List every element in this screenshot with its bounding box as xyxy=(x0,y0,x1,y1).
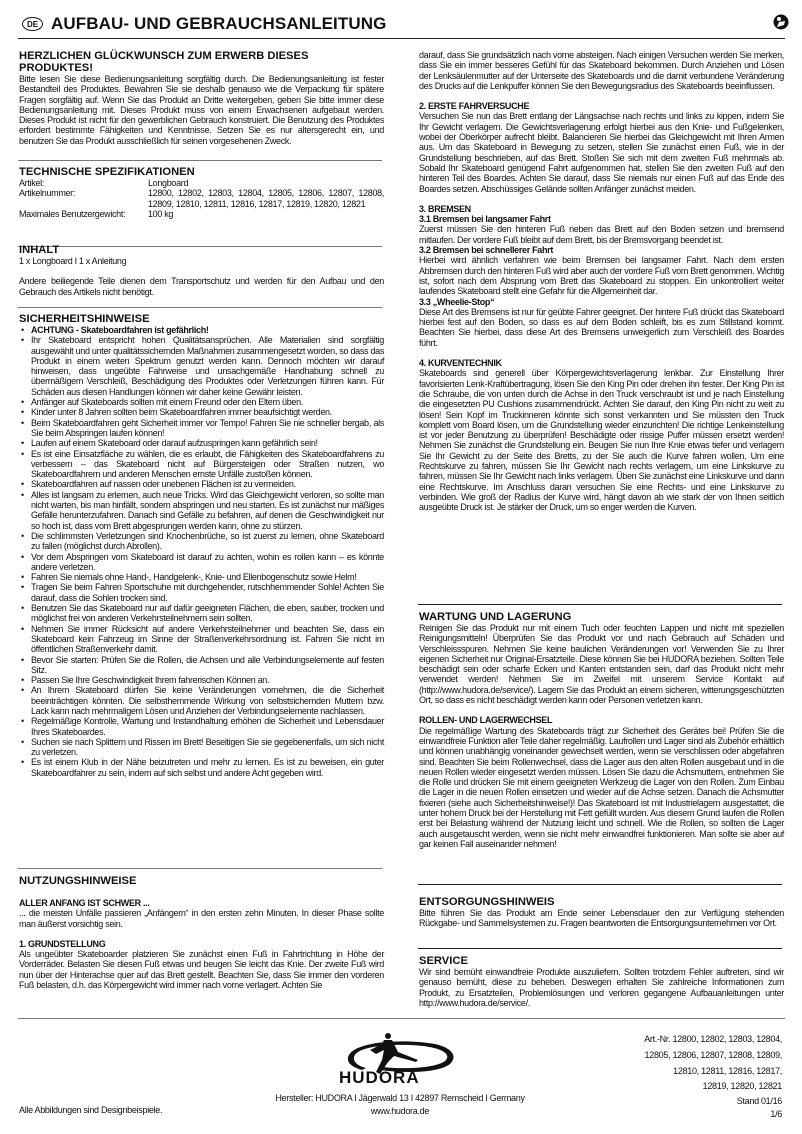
disposal-text: Bitte führen Sie das Produkt am Ende seiner Lebensdauer den zur Verfügung stehenden Rückgabe- und Sammelsystemen zu. Fragen beantworten die Entsorgungsunternehmen vor Ort. xyxy=(419,908,784,929)
article-line: Art.-Nr. 12800, 12802, 12803, 12804, xyxy=(644,1034,782,1044)
service-text: Wir sind bemüht einwandfreie Produkte auszuliefern. Sollten trotzdem Fehler auftreten, sind wir genauso bemüht, diese zu beheben. Deswegen erhalten Sie zahlreiche Informationen zum Produkt, zu Ersatzteilen, Problemlösungen und verloren gegangene Aufbauanleitungen unter http://www.hudora.de/service/. xyxy=(419,967,784,1008)
list-item: • An Ihrem Skateboard dürfen Sie keine Veränderungen vornehmen, die die Sicherheit beeinträchtigen könnten. Die selbsthemmende Wirkung von selbstsichernden Muttern bzw. Lack kann nach mehrmaligem Lösen und Anziehen der Verbindungselemente nachlassen. xyxy=(19,685,384,716)
intro-section xyxy=(19,50,384,146)
spec-label: Maximales Benutzergewicht: xyxy=(19,208,126,219)
disposal-section xyxy=(419,896,784,929)
basic-stance-text: Als ungeübter Skateboarder platzieren Sie zunächst einen Fuß in Fahrtrichtung in Höhe der Vorderräder. Belasten Sie diesen Fuß etwas und beugen Sie leicht das Knie. Der zweite Fuß wird nun über der Hinterachse quer auf das Brett gestellt. Beachten Sie, dass Sie immer den vorderen Fuß belasten, d.h. das Körpergewicht wird immer nach vorne verlagert. Achten Sie xyxy=(19,949,384,991)
service-heading: SERVICE xyxy=(419,955,468,967)
version: Stand 01/16 xyxy=(736,1096,782,1107)
maintenance-text: Reinigen Sie das Produkt nur mit einem Tuch oder feuchten Lappen und nicht mit speziellen Reinigungsmitteln! Überprüfen Sie das Produkt vor und nach Gebrauch auf Schäden und Verschleissspuren. Nehmen Sie keine baulichen Veränderungen vor! Verwenden Sie zu Ihrer eigenen Sicherheit nur Original-Ersatzteile. Diese können Sie bei HUDORA beziehen. Sollten Teile beschädigt sein oder scharfe Ecken und Kanten entstanden sein, darf das Produkt nicht mehr verwendet werden! Nehmen Sie im Zweifel mit unserem Service Kontakt auf (http://www.hudora.de/service/). Lagern Sie das Produkt an einem sicheren, witterungsgeschützten Ort, so dass es nicht beschädigt werden kann oder Personen verletzen kann. xyxy=(419,623,784,706)
article-numbers xyxy=(582,1032,782,1121)
safety-section xyxy=(19,313,384,778)
list-item: • Benutzen Sie das Skateboard nur auf dafür geeigneten Flächen, die eben, sauber, trocken und möglichst frei von anderen Verkehrsteilnehmern sein sollten. xyxy=(19,603,384,624)
safety-list xyxy=(19,325,384,778)
header-divider xyxy=(18,38,785,39)
footer-divider xyxy=(18,1018,785,1019)
list-item: • Fahren Sie niemals ohne Hand-, Handgelenk-, Knie- und Ellenbogenschutz sowie Helm! xyxy=(19,572,384,582)
curve-heading: 4. KURVENTECHNIK xyxy=(419,358,502,369)
contents-section xyxy=(19,244,384,297)
spec-value: 12800, 12802, 12803, 12804, 12805, 12806, 12807, 12808, 12809, 12810, 12811, 12816, 12817, 12819, 12820, 12821 xyxy=(148,188,384,209)
list-item: • Nehmen Sie immer Rücksicht auf andere Verkehrsteilnehmer und beachten Sie, dass ein Skateboard kein Fahrzeug im Sinne der Straßenverkehrsordnung ist. Fahren Sie nicht im öffentlichen Straßenverkehr damit. xyxy=(19,624,384,655)
list-item: • Skateboardfahren auf nassen oder unebenen Flächen ist zu vermeiden. xyxy=(19,479,384,489)
page-number: 1/6 xyxy=(770,1109,782,1120)
list-item: • Kinder unter 8 Jahren sollten beim Skateboardfahren immer beaufsichtigt werden. xyxy=(19,407,384,417)
list-item: • Tragen Sie beim Fahren Sportschuhe mit durchgehender, rutschhemmender Sohle! Achten Sie darauf, dass die Sohlen trocken sind. xyxy=(19,582,384,603)
divider xyxy=(18,160,382,161)
divider xyxy=(18,307,382,308)
disclaimer: Alle Abbildungen sind Designbeispiele. xyxy=(19,1105,163,1115)
divider xyxy=(418,884,782,885)
first-ride-heading: 2. ERSTE FAHRVERSUCHE xyxy=(419,101,530,112)
safety-heading: SICHERHEITSHINWEISE xyxy=(19,313,150,325)
list-item: • Laufen auf einem Skateboard oder darauf aufzuspringen kann gefährlich sein! xyxy=(19,438,384,448)
specs-heading: TECHNISCHE SPEZIFIKATIONEN xyxy=(19,166,195,178)
article-line: 12810, 12811, 12816, 12817, xyxy=(673,1065,782,1076)
list-item: • Ihr Skateboard entspricht hohen Qualitätsansprüchen. Alle Materialien sind sorgfältig ausgewählt und unter qualitätssichernden Maßnahmen zusammengesetzt worden, so dass das Produkt in einem weiten Spektrum genutzt werden kann. Dennoch möchten wir darauf hinweisen, dass ungeübte Fahrweise und unsachgemäße Handhabung schnell zu übermäßigem Verschleiß, Beschädigung des Produktes oder Verletzungen führen kann. Für Schäden aus diesen Handlungen können wir daher keine Gewähr leisten. xyxy=(19,335,384,397)
manufacturer-address: Hersteller: HUDORA I Jägerwald 13 I 42897 Remscheid I Germany xyxy=(275,1093,525,1103)
brake-slow-text: Zuerst müssen Sie den hinteren Fuß neben das Brett auf den Boden setzen und bremsend mitlaufen. Der vordere Fuß bleibt auf dem Brett, bis der Bremsvorgang beendet ist. xyxy=(419,224,784,245)
website-link[interactable]: www.hudora.de xyxy=(370,1105,430,1116)
list-item: • Es ist eine Einsatzfläche zu wählen, die es erlaubt, die Fähigkeiten des Skateboardfahrens zu verbessern – das Skateboard nicht auf Bürgersteigen oder Straßen nutzen, wo Skateboardfahrern und anderen Menschen ernste Unfälle zustoßen können. xyxy=(19,449,384,480)
wheel-change-heading: ROLLEN- UND LAGERWECHSEL xyxy=(419,715,553,726)
first-ride-text: Versuchen Sie nun das Brett entlang der Längsachse nach rechts und links zu kippen, indem Sie Ihr Gewicht verlagern. Die Gewichtsverlagerung erfolgt hierbei aus den Knie- und Fußgelenken, wobei der Oberkörper aufrecht bleibt. Balancieren Sie hierbei das Gleichgewicht mit Ihren Armen aus. Um das Skateboard in Bewegung zu setzen, stellen Sie zunächst einen Fuß, wie in der Grundstellung beschrieben, auf das Brett. Stoßen Sie sich mit dem zweiten Fuß mehrmals ab. Sobald Ihr Skateboard genügend Fahrt aufgenommen hat, stellen Sie den zweiten Fuß auf den hinteren Teil des Boardes. Achten Sie darauf, dass Sie niemals nur einen Fuß auf das Ende des Boardes setzen. Abschüssiges Gelände sollten Anfänger zunächst meiden. xyxy=(419,111,784,194)
wheel-change-text: Die regelmäßige Wartung des Skateboards trägt zur Sicherheit des Gerätes bei! Prüfen Sie die einwandfreie Funktion aller Teile daher regelmäßig. Laufrollen und Lager sind als Zubehör erhältlich und können unabhängig voneinander gewechselt werden, wenn sie verschlissen oder abgefahren sind. Beachten Sie beim Rollenwechsel, dass die Lager aus den alten Rollen ausgebaut und in die neuen Rollen wieder eingesetzt werden müssen. Lösen Sie dazu die Achsmuttern, entnehmen Sie die Rolle und drücken Sie mit einem geeigneten Werkzeug die Lager von den Rollen. Zum Einbau die Lager in die neuen Rollen einsetzen und wieder auf die Achse setzen. Danach die Achsmutter fixieren (siehe auch Sicherheitshinweise!)! Das Skateboard ist mit Industrielagern ausgestattet, die unter hohem Druck bei der Herstellung mit Fett gefüllt wurden. Aus diesem Grund laufen die Rollen erst bei Belastung während der Nutzung leicht und schnell. Wie die Rollen, so sollten die Lager auch ausgetauscht werden, wenn sie nicht mehr einwandfrei funktionieren. Man sollte sie aber auf gar keinen Fall auseinander nehmen! xyxy=(419,725,784,849)
page-title: AUFBAU- UND GEBRAUCHSANLEITUNG xyxy=(51,14,387,33)
brake-slow-heading: 3.1 Bremsen bei langsamer Fahrt xyxy=(419,214,551,225)
divider xyxy=(418,948,782,949)
basic-stance-heading: 1. GRUNDSTELLUNG xyxy=(19,938,106,949)
brake-fast-text: Hierbei wird ähnlich verfahren wie beim Bremsen bei langsamer Fahrt. Nach dem ersten Abbremsen durch den hinteren Fuß wird aber auch der vordere Fuß vom Brett genommen. Wichtig ist, sofort nach dem Absprung vom Brett das Skateboard zu stoppen. Ein unkontrolliert weiter laufendes Skateboard stellt eine Gefahr für die Allgemeinheit dar. xyxy=(419,255,784,297)
contents-items: 1 x Longboard I 1 x Anleitung xyxy=(19,256,127,266)
list-item: • Vor dem Abspringen vom Skateboard ist darauf zu achten, wohin es rollen kann – es könnte andere verletzen. xyxy=(19,552,384,573)
spec-label: Artikelnummer: xyxy=(19,188,76,199)
list-item: • Es ist einem Klub in der Nähe beizutreten und mehr zu lernen. Es ist zu beweisen, ein guter Skateboardfahrer zu sein, indem auf sich selbst und andere Acht gegeben wird. xyxy=(19,757,384,778)
intro-text: Bitte lesen Sie diese Bedienungsanleitung sorgfältig durch. Die Bedienungsanleitung ist fester Bestandteil des Produktes. Bewahren Sie sie deshalb genauso wie die Verpackung für spätere Fragen sorgfältig auf. Wenn Sie das Produkt an Dritte weitergeben, geben Sie bitte immer diese Bedienungsanleitung mit. Dieses Produkt muss von einem Erwachsenen aufgebaut werden. Dieses Produkt ist nicht für den gewerblichen Gebrauch konstruiert. Die Benutzung des Produktes erfordert bestimmte Fähigkeiten und Kenntnisse. Setzen Sie es nur altersgerecht ein, und benutzen Sie das Produkt ausschließlich für seinen vorgesehenen Zweck. xyxy=(19,74,384,146)
spec-value: 100 kg xyxy=(148,208,174,219)
disposal-heading: ENTSORGUNGSHINWEIS xyxy=(419,896,555,908)
basic-stance-text-continued: darauf, dass Sie grundsätzlich nach vorne absteigen. Nach einigen Versuchen werden Sie merken, dass Sie ein immer besseres Gefühl für das Skateboard bekommen. Durch Anziehen und Lösen der Lenksäulenmutter auf der Unterseite des Skateboards und die damit verbundene Veränderung des Drucks auf die Lenkpuffer können Sie den Bewegungsradius des Skateboards beeinflussen. xyxy=(419,50,784,91)
brand-name: HUDORA xyxy=(339,1068,420,1087)
maintenance-heading: WARTUNG UND LAGERUNG xyxy=(419,611,572,623)
spec-label: Artikel: xyxy=(19,178,44,188)
usage-continued xyxy=(419,50,784,512)
list-item: • Bevor Sie starten: Prüfen Sie die Rollen, die Achsen und alle Verbindungselemente auf festen Sitz. xyxy=(19,655,384,676)
wheelie-text: Diese Art des Bremsens ist nur für geübte Fahrer geeignet. Der hintere Fuß drückt das Skateboard hierbei fest auf den Boden, so dass es auf dem Boden schleift, bis es zum Stillstand kommt. Beachten Sie hierbei, dass diese Art des Bremsens unweigerlich zum Verschleiß des Boardes führt. xyxy=(419,306,784,348)
divider xyxy=(418,604,782,605)
safety-warning: • ACHTUNG - Skateboardfahren ist gefährlich! xyxy=(19,325,384,335)
list-item: • Beim Skateboardfahren geht Sicherheit immer vor Tempo! Fahren Sie nie schneller bergab, als Sie beim Abspringen laufen können! xyxy=(19,418,384,439)
list-item: • Die schlimmsten Verletzungen sind Knochenbrüche, so ist zuerst zu lernen, ohne Skateboard zu fallen (möglichst durch Abrollen). xyxy=(19,531,384,552)
specs-section xyxy=(19,166,384,219)
list-item: • Anfänger auf Skateboards sollten mit einem Freund oder den Eltern üben. xyxy=(19,397,384,407)
document-header xyxy=(22,14,386,34)
article-line: 12805, 12806, 12807, 12808, 12809, xyxy=(644,1049,782,1060)
spec-value: Longboard xyxy=(148,178,189,188)
maintenance-section xyxy=(419,611,784,849)
start-text: ... die meisten Unfälle passieren „Anfängern“ in den ersten zehn Minuten. In dieser Phase sollte man äußerst vorsichtig sein. xyxy=(19,908,384,929)
list-item: • Suchen sie nach Splittern und Rissen im Brett! Beseitigen Sie sie gegebenenfalls, um sich nicht zu verletzen. xyxy=(19,737,384,758)
specs-table xyxy=(19,178,384,219)
service-section xyxy=(419,955,784,1008)
usage-heading: NUTZUNGSHINWEISE xyxy=(19,875,137,887)
intro-heading: HERZLICHEN GLÜCKWUNSCH ZUM ERWERB DIESES PRODUKTES! xyxy=(19,50,309,74)
curve-text: Skateboards sind generell über Körpergewichtsverlagerung lenkbar. Zur Einstellung Ihrer favorisierten Lenk-Kraftübertragung, lösen Sie den King Pin oder drehen ihn fester. Der King Pin ist die Schraube, die von unten durch die Achse in den Truck verschraubt ist und je nach Einstellung die eingesetzten PU Cushions zusammendrückt. Achten Sie darauf, den King Pin nicht zu weit zu lösen! Sein Kopf im Truckinneren könnte sich sonst verkannten und Sie müssten den Truck komplett vom Board lösen, um die Grundstellung wieder einzurichten! Die richtige Lenkeinstellung ist vor jeder Benutzung zu überprüfen! Beschädigte oder rissige Puffer müssen ersetzt werden! Nehmen Sie zunächst die Grundstellung ein. Beugen Sie nun Ihre Knie etwas tiefer und verlagern Sie Ihr Gewicht zu der Seite des Bretts, zu der Sie auch die Kurve fahren wollen. Um eine Rechtskurve zu fahren, müssen Sie Ihr Gewicht nach rechts verlagern, um eine Linkskurve zu fahren, müssen Sie Ihr Gewicht nach links verlagern. Üben Sie zunächst eine Linkskurve und dann eine Rechtskurve. Im Anschluss daran versuchen Sie eine Rechts- und eine Linkskurve zu verbinden. Wie groß der Radius der Kurve wird, hängt davon ab wie stark der von Ihnen seitlich ausgeübte Druck ist. Je stärker der Druck, um so enger werden die Kurven. xyxy=(419,368,784,513)
article-line: 12819, 12820, 12821 xyxy=(702,1081,782,1092)
wheelie-heading: 3.3 „Wheelie-Stop“ xyxy=(419,296,495,307)
start-heading: ALLER ANFANG IST SCHWER ... xyxy=(19,898,150,908)
list-item: • Passen Sie Ihre Geschwindigkeit Ihrem fahrerischen Können an. xyxy=(19,675,384,685)
divider xyxy=(18,868,382,869)
contents-note: Andere beiliegende Teile dienen dem Transportschutz und werden für den Aufbau und den Gebrauch des Artikels nicht benötigt. xyxy=(19,276,384,297)
read-manual-icon xyxy=(773,14,789,30)
contents-heading: INHALT xyxy=(19,244,60,256)
usage-section xyxy=(19,875,384,990)
brake-fast-heading: 3.2 Bremsen bei schnellerer Fahrt xyxy=(419,245,554,256)
manufacturer-info xyxy=(250,1092,550,1117)
language-badge: DE xyxy=(22,17,43,31)
brake-heading: 3. BREMSEN xyxy=(419,203,471,214)
list-item: • Regelmäßige Kontrolle, Wartung und Instandhaltung erhöhen die Sicherheit und Lebensdauer Ihres Skateboardes. xyxy=(19,716,384,737)
list-item: • Alles ist langsam zu erlernen, auch neue Tricks. Wird das Gleichgewicht verloren, so sollte man nicht warten, bis man hinfällt, sondern abspringen und neu starten. Es ist zunächst nur mäßiges Gefälle herunterzufahren. Danach sind Gefälle zu befahren, auf denen die Geschwindigkeit nur so hoch ist, dass vom Brett abgesprungen werden kann, ohne zu stürzen. xyxy=(19,490,384,531)
